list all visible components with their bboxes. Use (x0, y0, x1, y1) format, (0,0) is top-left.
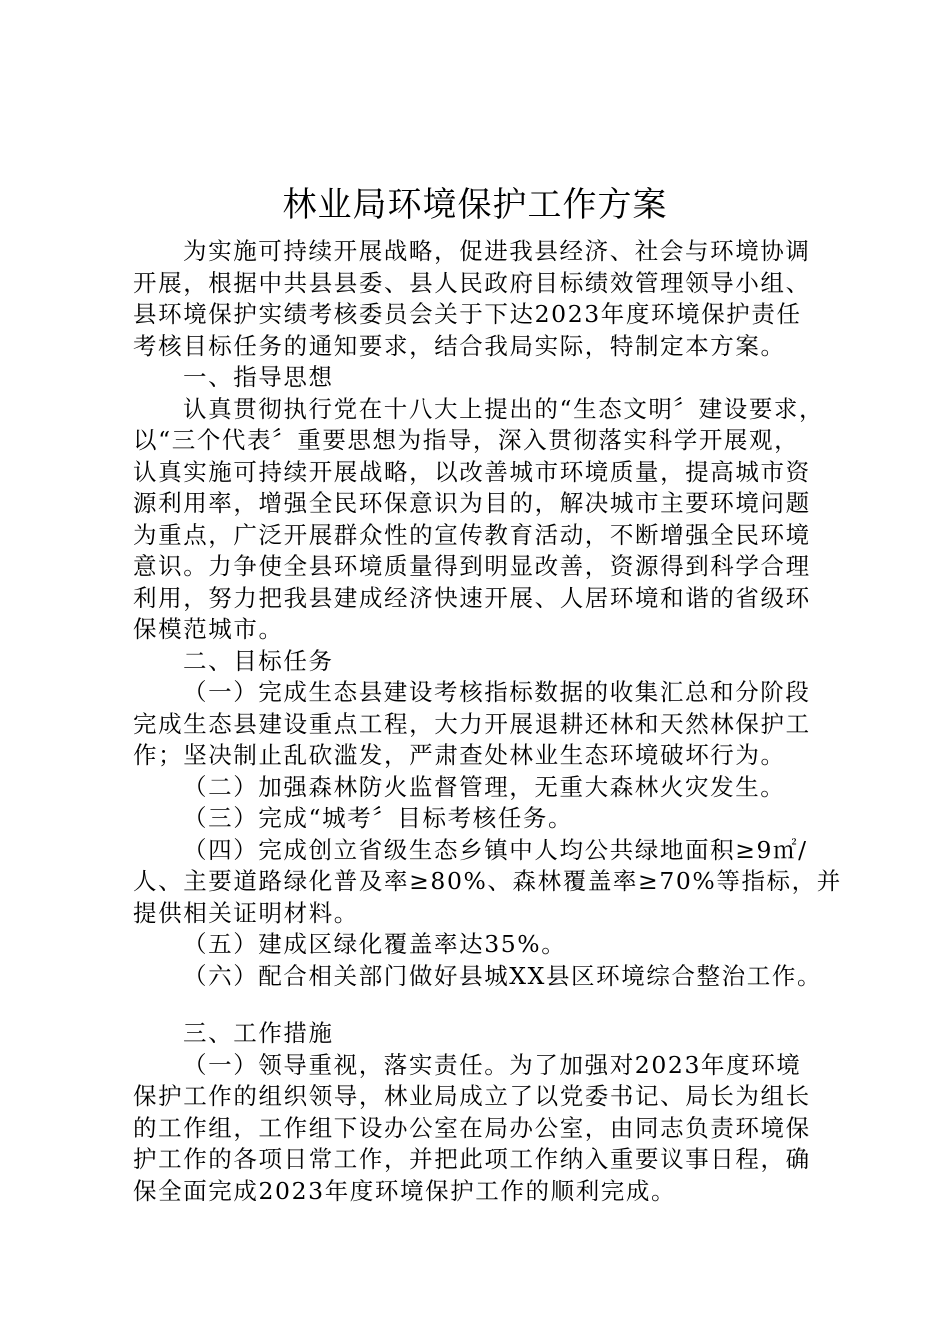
paragraph-line: 保护工作的组织领导，林业局成立了以党委书记、局长为组长 (133, 1082, 811, 1110)
document-title: 林业局环境保护工作方案 (282, 185, 668, 225)
blank-line (133, 992, 823, 1018)
paragraph-line: 护工作的各项日常工作，并把此项工作纳入重要议事日程，确 (133, 1145, 811, 1173)
paragraph-line: 开展，根据中共县县委、县人民政府目标绩效管理领导小组、 (133, 268, 811, 297)
section-heading: 一、指导思想 (183, 363, 334, 391)
list-item: （三）完成“城考〞目标考核任务。 (183, 804, 574, 832)
paragraph-line: 人、主要道路绿化普及率≥80%、森林覆盖率≥70%等指标，并 (133, 867, 842, 895)
paragraph-line: 认真贯彻执行党在十八大上提出的“生态文明〞建设要求， (183, 394, 825, 423)
list-item: （六）配合相关部门做好县城XX县区环境综合整治工作。 (183, 961, 823, 990)
list-item: （一）完成生态县建设考核指标数据的收集汇总和分阶段 (183, 678, 811, 706)
paragraph-line: 保模范城市。 (133, 615, 284, 643)
section-heading: 二、目标任务 (183, 646, 334, 675)
paragraph-line: 源利用率，增强全民环保意识为目的，解决城市主要环境问题 (133, 489, 811, 517)
paragraph-line: 县环境保护实绩考核委员会关于下达2023年度环境保护责任 (133, 300, 802, 328)
paragraph-line: 意识。力争使全县环境质量得到明显改善，资源得到科学合理 (133, 552, 811, 580)
list-item: （四）完成创立省级生态乡镇中人均公共绿地面积≥9㎡/ (183, 835, 808, 864)
paragraph-line: 考核目标任务的通知要求，结合我局实际，特制定本方案。 (133, 331, 786, 360)
paragraph-line: 保全面完成2023年度环境保护工作的顺利完成。 (133, 1176, 677, 1205)
list-item: （五）建成区绿化覆盖率达35%。 (183, 930, 567, 958)
list-item: （二）加强森林防火监督管理，无重大森林火灾发生。 (183, 772, 786, 801)
section-heading: 三、工作措施 (183, 1019, 334, 1047)
list-item: （一）领导重视，落实责任。为了加强对2023年度环境 (183, 1050, 802, 1079)
paragraph-line: 作；坚决制止乱砍滥发，严肃查处林业生态环境破坏行为。 (133, 741, 786, 769)
document-body (133, 236, 842, 1207)
paragraph-line: 以“三个代表〞重要思想为指导，深入贯彻落实科学开展观， (133, 426, 800, 454)
paragraph-line: 的工作组，工作组下设办公室在局办公室，由同志负责环境保 (133, 1113, 811, 1142)
paragraph-line: 为实施可持续开展战略，促进我县经济、社会与环境协调 (183, 237, 811, 265)
paragraph-line: 为重点，广泛开展群众性的宣传教育活动，不断增强全民环境 (133, 520, 811, 549)
paragraph-line: 完成生态县建设重点工程，大力开展退耕还林和天然林保护工 (133, 709, 811, 738)
paragraph-line: 利用，努力把我县建成经济快速开展、人居环境和谐的省级环 (133, 583, 811, 612)
paragraph-line: 认真实施可持续开展战略，以改善城市环境质量，提高城市资 (133, 457, 811, 486)
paragraph-line: 提供相关证明材料。 (133, 898, 359, 927)
